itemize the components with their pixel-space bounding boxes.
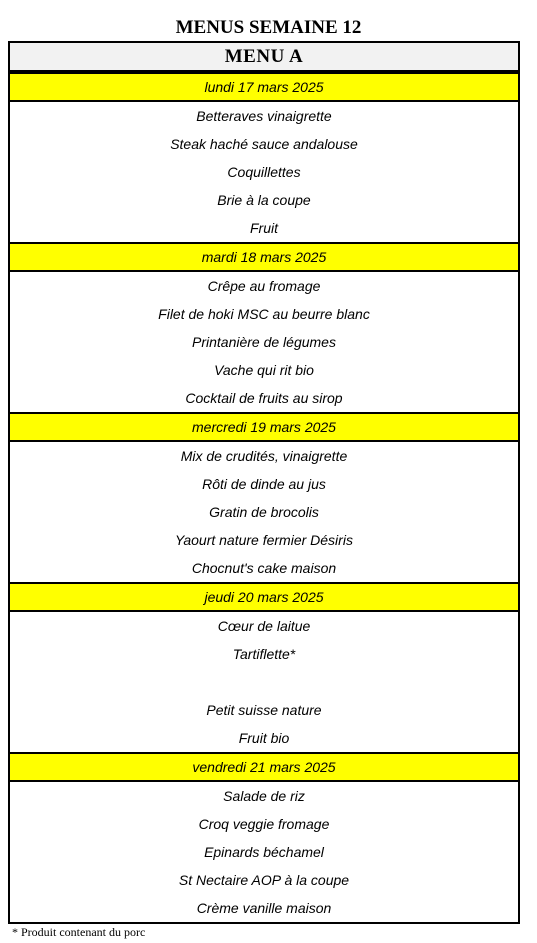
dish-side: Printanière de légumes [192,334,336,350]
day-date: mercredi 19 mars 2025 [10,412,518,442]
menu-label: MENU A [10,43,518,72]
dish-dessert: Fruit bio [238,730,290,746]
dish-side [10,668,518,696]
dish-starter: Salade de riz [223,788,305,804]
day-date: mardi 18 mars 2025 [10,242,518,272]
day-section-tuesday [10,242,518,412]
dish-dairy: Petit suisse nature [206,702,322,718]
footnote: * Produit contenant du porc [12,925,146,939]
dish-dairy: Brie à la coupe [217,192,311,208]
dish-main: Croq veggie fromage [198,816,330,832]
dish-main: Rôti de dinde au jus [202,476,326,492]
dish-main: Tartiflette* [232,646,296,662]
dish-starter: Cœur de laitue [217,618,311,634]
dish-side: Coquillettes [227,164,301,180]
dish-starter: Mix de crudités, vinaigrette [180,448,348,464]
dish-dairy: Yaourt nature fermier Désiris [175,532,353,548]
dish-dessert: Cocktail de fruits au sirop [185,390,343,406]
day-date: lundi 17 mars 2025 [10,72,518,102]
dish-main: Steak haché sauce andalouse [170,136,358,152]
day-date: jeudi 20 mars 2025 [10,582,518,612]
dish-dessert: Fruit [250,220,278,236]
dish-side: Gratin de brocolis [209,504,319,520]
dish-dairy: St Nectaire AOP à la coupe [178,872,350,888]
dish-side: Epinards béchamel [204,844,324,860]
dish-dairy: Vache qui rit bio [214,362,314,378]
day-section-wednesday [10,412,518,582]
dish-starter: Betteraves vinaigrette [196,108,332,124]
dish-dessert: Chocnut's cake maison [191,560,337,576]
day-date: vendredi 21 mars 2025 [10,752,518,782]
day-section-friday [10,752,518,922]
day-section-thursday [10,582,518,752]
menu-table [8,41,520,924]
dish-starter: Crêpe au fromage [207,278,321,294]
dish-main: Filet de hoki MSC au beurre blanc [158,306,370,322]
day-section-monday [10,72,518,242]
dish-dessert: Crème vanille maison [196,900,332,916]
page-title: MENUS SEMAINE 12 [175,17,362,38]
